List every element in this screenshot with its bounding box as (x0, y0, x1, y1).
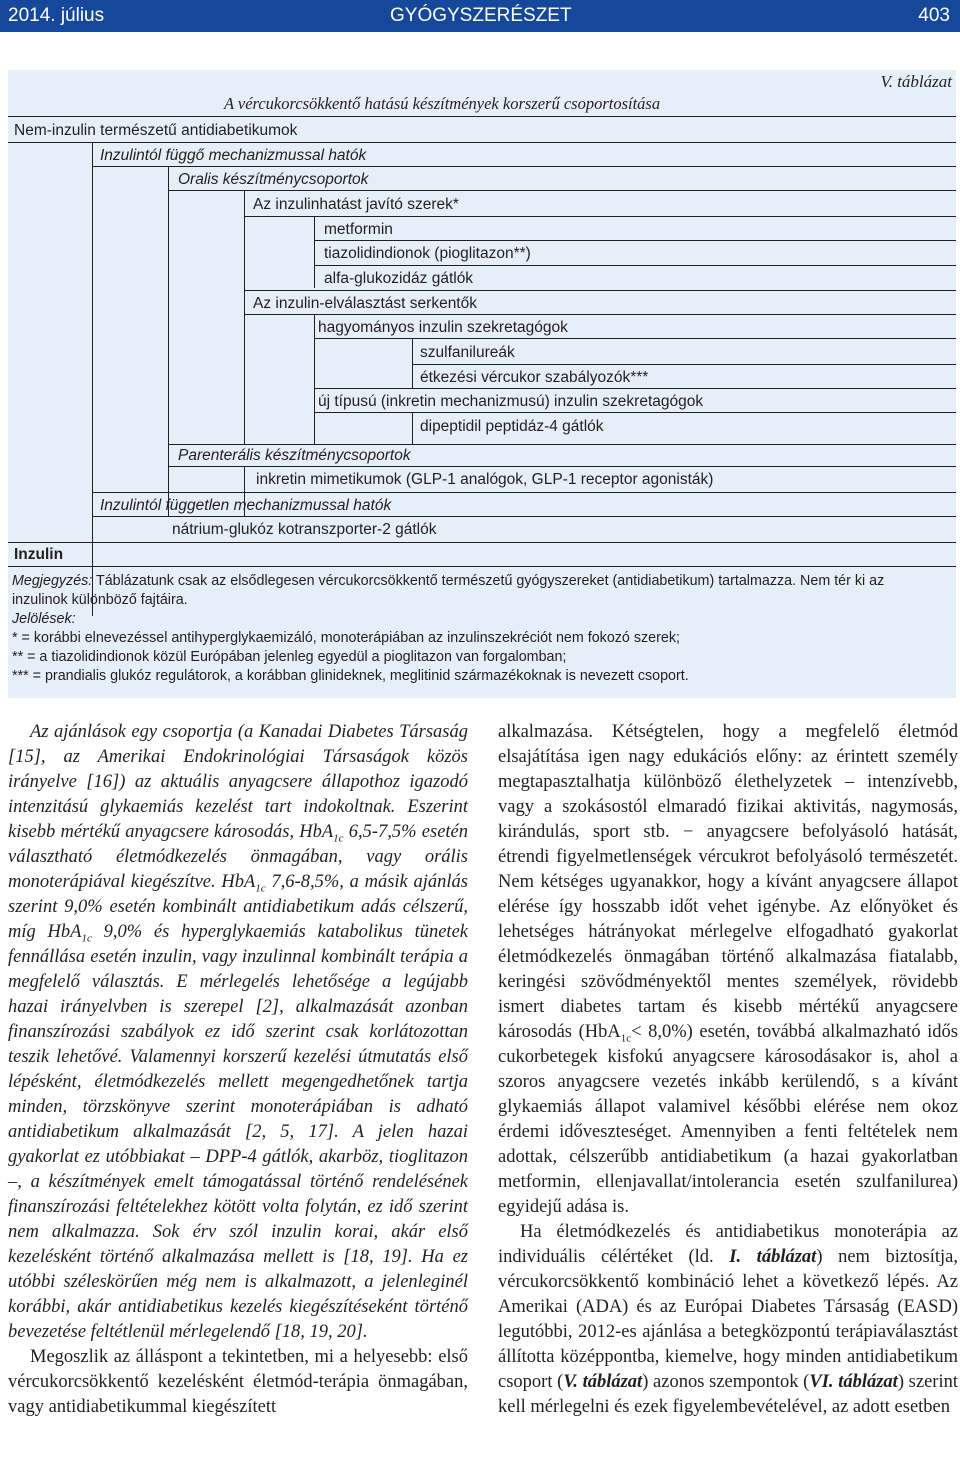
table-rule (8, 566, 956, 567)
table-rule (244, 314, 956, 315)
table-row-level-5: tiazolidindionok (pioglitazon**) (324, 245, 531, 262)
table-row-level-5: alfa-glukozidáz gátlók (324, 270, 474, 287)
subscript: 1c (620, 1032, 632, 1045)
table-reference: I. táblázat (729, 1247, 817, 1267)
table-rule (168, 190, 956, 191)
table-rule (244, 216, 956, 217)
table-rule (314, 265, 956, 266)
tree-line (412, 412, 413, 444)
tree-line (412, 338, 413, 388)
table-note (12, 572, 952, 686)
note-text-cont: inzulinok különböző fajtáira. (12, 592, 188, 608)
table-row-level-1: Nem-inzulin természetű antidiabetikumok (14, 122, 298, 139)
table-reference: V. táblázat (563, 1372, 643, 1392)
table-label: V. táblázat (880, 72, 952, 91)
note-label: Megjegyzés: (12, 573, 93, 589)
table-row-level-3: Oralis készítménycsoportok (178, 171, 369, 188)
text-run: ) nem biztosítja, vércukorcsökkentő kombináció lehet a következő lépés. Az Amerikai (ADA) és az Európai Diabetes Társaság (EASD) legutóbbi, 2012-es ajánlása a betegközpontú terápiaválasztást állította középpontba, kiemelve, hogy minden antidiabetikum csoport ( (498, 1247, 958, 1392)
text-run: 6,5-7,5% esetén választható életmódkezelés önmagában, vagy orális monoterápiával kiegészítve. HbA (8, 822, 469, 892)
table-rule (314, 338, 956, 339)
subscript: 1c (333, 832, 344, 845)
tree-line (314, 314, 315, 444)
table-row-level-3: nátrium-glukóz kotranszporter-2 gátlók (172, 521, 437, 538)
table-rule (168, 466, 956, 467)
table-row-level-2: Inzulintól független mechanizmussal hatók (100, 497, 392, 514)
text-run: 9,0% és hyperglykaemiás katabolikus tünetek fennállása esetén inzulin, vagy inzulinnal kombinált terápia a megfelelő választás. E mérlegelés lehetősége a legújabb hazai irányelvben is szerepel [2], alkalmazását azonban finanszírozási szabályok ez idő szerint csak korlátozottan teszik lehetővé. Valamennyi korszerű kezelési útmutatás első lépésként, életmódkezelés mellett megengedhetőnek tartja minden, törzskönyve szerint monoterápiában is adható antidiabetikum alkalmazását [2, 5, 17]. A jelen hazai gyakorlat ez utóbbiakat – DPP-4 gátlók, akarböz, tioglitazon –, a készítmények emelt támogatással történő rendelésének finanszírozási feltételekhez kötött volta folytán, ez idő szerint nem alkalmazza. Sok érv szól inzulin korai, akár első kezelésként történő alkalmazása mellett is [18, 19]. Ha ez utóbbi széleskörűen még nem is alkalmazott, a jelenleginél korábbi, akár antidiabetikus kezelés kiegészítéseként történő bevezetése feltétlenül mérlegelendő [18, 19, 20]. (8, 922, 468, 1342)
table-rule (412, 364, 956, 365)
table-row-level-5: metformin (324, 221, 393, 238)
table-rule (168, 444, 956, 445)
text-run: Az ajánlások egy csoportja (a Kanadai Diabetes Társaság [15], az Amerikai Endokrinológiai Társaságok közös irányelve [16]) az aktuális anyagcsere állapothoz igazodó intenzitású glykaemiás kezelést tart indokoltnak. Eszerint kisebb mértékű anyagcsere károsodás, HbA (8, 722, 468, 842)
table-reference: VI. táblázat (809, 1372, 898, 1392)
paragraph (498, 1220, 958, 1420)
table-row-level-3: Parenterális készítménycsoportok (178, 447, 411, 464)
paragraph (498, 720, 958, 1220)
table-rule (314, 412, 956, 413)
legend-label: Jelölések: (12, 611, 76, 627)
note-text: Táblázatunk csak az elsődlegesen vércukorcsökkentő természetű gyógyszereket (antidiabetikum) tartalmazza. Nem tér ki az (92, 573, 885, 589)
header-date: 2014. július (8, 5, 105, 26)
classification-table (8, 70, 956, 698)
table-rule (314, 240, 956, 241)
table-row-level-4: Az inzulinhatást javító szerek* (253, 196, 459, 213)
legend-item: *** = prandialis glukóz regulátorok, a korábban glinideknek, meglitinid származékoknak is nevezett csoport. (12, 668, 689, 684)
text-run: Ha életmódkezelés és antidiabetikus monoterápia az individuális célértéket (ld. (498, 1222, 958, 1267)
text-run: 7,6-8,5%, a másik ajánlás szerint 9,0% esetén kombinált antidiabetikum adás célszerű, míg HbA (8, 872, 468, 942)
page-number: 403 (918, 5, 950, 26)
table-rule (8, 142, 956, 143)
table-row-level-4: Az inzulin-elválasztást serkentők (253, 295, 477, 312)
tree-line (92, 142, 93, 616)
text-run: ) azonos szempontok ( (642, 1372, 810, 1392)
tree-line (244, 190, 245, 444)
text-run: < 8,0%) esetén, továbbá alkalmazható idős cukorbetegek kisfokú anyagcsere károsodásakor is, ahol a szoros anyagcsere vezetés inkább kerülendő, s a kívánt glykaemiás állapot valamivel későbbi elérése nem okoz érdemi időveszteséget. Amennyiben a fenti feltételek nem adottak, célszerűbb antidiabetikum (a hazai gyakorlatban metformin, ellenjavallat/intolerancia esetén szulfanilurea) egyidejű adása is. (498, 1022, 958, 1217)
table-row-level-6: szulfanilureák (420, 344, 515, 361)
table-row-level-5: új típusú (inkretin mechanizmusú) inzulin szekretagógok (318, 393, 704, 410)
table-rule (8, 542, 956, 543)
table-row-level-6: étkezési vércukor szabályozók*** (420, 369, 649, 386)
table-row-level-1: Inzulin (14, 546, 64, 563)
tree-line (314, 216, 315, 288)
legend-item: ** = a tiazolidindionok közül Európában jelenleg egyedül a pioglitazon van forgalomban; (12, 649, 567, 665)
table-row-level-2: Inzulintól függő mechanizmussal hatók (100, 147, 367, 164)
body-column-right (498, 720, 958, 1420)
paragraph (8, 720, 468, 1345)
table-row-level-6: dipeptidil peptidáz-4 gátlók (420, 418, 604, 435)
legend-item: * = korábbi elnevezéssel antihyperglykaemizáló, monoterápiában az inzulinszekréciót nem fokozó szerek; (12, 630, 680, 646)
text-run: alkalmazása. Kétségtelen, hogy a megfelelő életmód elsajátítása igen nagy edukációs előny: az érintett személy megtapasztalhatja különböző élethelyzetek – intenzívebb, vagy a szokásostól elmaradó fizikai aktivitás, nagymosás, kirándulás, sport stb. − anyagcsere befolyásoló hatását, étrendi figyelmetlenségek vércukrot befolyásoló természetét. Nem kétséges ugyanakkor, hogy a kívánt anyagcsere állapot elérése így hosszabb időt vehet igénybe. Az előnyöket és lehetséges hátrányokat mérlegelve elfogadható gyakorlat életmódkezelés önmagában történő alkalmazása fiatalabb, keringési szövődményektől mentes személyek, rövidebb ismert diabetes tartam és kisebb mértékű anyagcsere károsodás (HbA (498, 722, 958, 1042)
table-rule (8, 116, 956, 117)
table-row-level-4: inkretin mimetikumok (GLP-1 analógok, GLP-1 receptor agonisták) (256, 471, 714, 488)
table-title: A vércukorcsökkentő hatású készítmények korszerű csoportosítása (224, 94, 661, 113)
subscript: 1c (255, 882, 266, 895)
table-rule (92, 166, 956, 167)
journal-title: GYÓGYSZERÉSZET (390, 5, 572, 26)
table-rule (244, 290, 956, 291)
tree-line (168, 166, 169, 516)
paragraph: Megoszlik az álláspont a tekintetben, mi a helyesebb: első vércukorcsökkentő kezelésként életmód-terápia önmagában, vagy antidiabetikummal kiegészített (8, 1347, 468, 1417)
table-rule (314, 388, 956, 389)
table-rule (92, 492, 956, 493)
page-header (0, 0, 960, 32)
text-run: ) szerint kell mérlegelni és ezek figyelembevételével, az adott esetben (498, 1372, 958, 1417)
table-rule (92, 516, 956, 517)
table-row-level-5: hagyományos inzulin szekretagógok (318, 319, 568, 336)
body-column-left (8, 720, 468, 1420)
subscript: 1c (81, 932, 92, 945)
